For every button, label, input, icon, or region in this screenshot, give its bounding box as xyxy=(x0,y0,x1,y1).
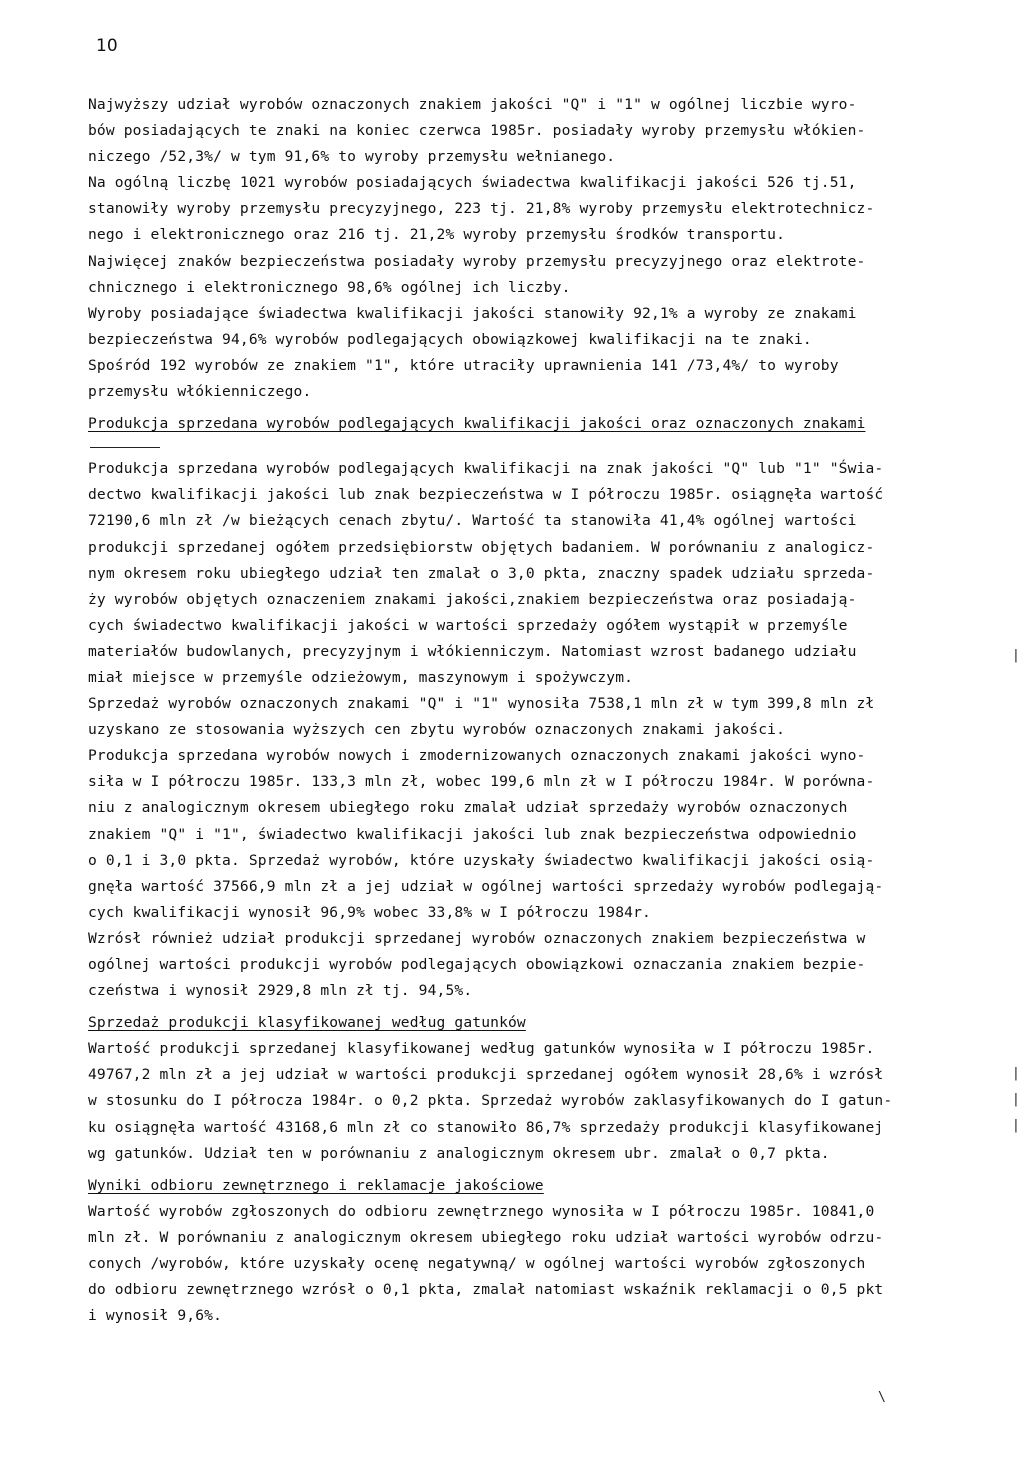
paragraph xyxy=(88,353,1000,405)
margin-mark: | xyxy=(1012,1092,1020,1107)
text-line: miał miejsce w przemyśle odzieżowym, maszynowym i spożywczym. xyxy=(88,668,634,686)
paragraph xyxy=(88,249,1000,301)
text-line: nego i elektronicznego oraz 216 tj. 21,2% wyroby przemysłu środków transportu. xyxy=(88,226,786,244)
paragraph xyxy=(88,170,1000,248)
text-line: bezpieczeństwa 94,6% wyrobów podlegających obowiązkowej kwalifikacji na te znaki. xyxy=(88,330,812,348)
text-line: w stosunku do I półrocza 1984r. o 0,2 pkta. Sprzedaż wyrobów zaklasyfikowanych do I gatun- xyxy=(88,1092,893,1110)
text-line: Produkcja sprzedana wyrobów podlegających kwalifikacji na znak jakości "Q" lub "1" "Świa- xyxy=(88,460,884,478)
page-number: 10 xyxy=(96,36,118,56)
text-line: Wartość produkcji sprzedanej klasyfikowanej według gatunków wynosiła w I półroczu 1985r. xyxy=(88,1040,875,1058)
text-line: nym okresem roku ubiegłego udział ten zmalał o 3,0 pkta, znaczny spadek udziału sprzeda- xyxy=(88,564,875,582)
text-line: siła w I półroczu 1985r. 133,3 mln zł, wobec 199,6 mln zł w I półroczu 1984r. W porówna- xyxy=(88,773,875,791)
text-line: ży wyrobów objętych oznaczeniem znakami jakości,znakiem bezpieczeństwa oraz posiadają- xyxy=(88,590,857,608)
text-line: uzyskano ze stosowania wyższych cen zbytu wyrobów oznaczonych znakami jakości. xyxy=(88,721,786,739)
section-heading: Wyniki odbioru zewnętrznego i reklamacje jakościowe xyxy=(88,1176,544,1194)
text-line: cych świadectwo kwalifikacji jakości w wartości sprzedaży ogółem wystąpił w przemyśle xyxy=(88,616,848,634)
section-heading: Produkcja sprzedana wyrobów podlegających kwalifikacji jakości oraz oznaczonych znakami xyxy=(88,415,866,433)
text-line: materiałów budowlanych, precyzyjnym i włókienniczym. Natomiast wzrost badanego udziału xyxy=(88,642,857,660)
paragraph xyxy=(88,301,1000,353)
text-line: 49767,2 mln zł a jej udział w wartości produkcji sprzedanej ogółem wynosił 28,6% i wzrósł xyxy=(88,1066,884,1084)
text-line: Najwięcej znaków bezpieczeństwa posiadały wyroby przemysłu precyzyjnego oraz elektrote- xyxy=(88,252,866,270)
margin-mark: | xyxy=(1012,1066,1020,1081)
document-body xyxy=(88,92,1000,1329)
text-line: ogólnej wartości produkcji wyrobów podlegających obowiązkowi oznaczania znakiem bezpie- xyxy=(88,956,866,973)
margin-mark: | xyxy=(1012,648,1020,663)
text-line: Na ogólną liczbę 1021 wyrobów posiadających świadectwa kwalifikacji jakości 526 tj.51, xyxy=(88,174,857,192)
text-line: Produkcja sprzedana wyrobów nowych i zmodernizowanych oznaczonych znakami jakości wyno- xyxy=(88,747,866,765)
text-line: Wyroby posiadające świadectwa kwalifikacji jakości stanowiły 92,1% a wyroby ze znakami xyxy=(88,304,857,322)
paragraph xyxy=(88,1036,1000,1166)
text-line: ku osiągnęła wartość 43168,6 mln zł co stanowiło 86,7% sprzedaży produkcji klasyfikowanej xyxy=(88,1118,884,1136)
text-line: czeństwa i wynosił 2929,8 mln zł tj. 94,5%. xyxy=(88,982,473,1000)
text-line: stanowiły wyroby przemysłu precyzyjnego, 223 tj. 21,8% wyroby przemysłu elektrotechnicz- xyxy=(88,200,875,218)
paragraph xyxy=(88,926,1000,1004)
text-line: znakiem "Q" i "1", świadectwo kwalifikacji jakości lub znak bezpieczeństwa odpowiednio xyxy=(88,825,857,843)
paragraph xyxy=(88,691,1000,743)
text-line: 72190,6 mln zł /w bieżących cenach zbytu/. Wartość ta stanowiła 41,4% ogólnej wartości xyxy=(88,512,857,530)
text-line: Najwyższy udział wyrobów oznaczonych znakiem jakości "Q" i "1" w ogólnej liczbie wyro- xyxy=(88,96,857,113)
text-line: dectwo kwalifikacji jakości lub znak bezpieczeństwa w I półroczu 1985r. osiągnęła wartość xyxy=(88,486,884,504)
divider xyxy=(90,447,160,448)
paragraph xyxy=(88,92,1000,170)
text-line: niczego /52,3%/ w tym 91,6% to wyroby przemysłu wełnianego. xyxy=(88,148,616,166)
text-line: Sprzedaż wyrobów oznaczonych znakami "Q" i "1" wynosiła 7538,1 mln zł w tym 399,8 mln zł xyxy=(88,695,875,713)
margin-mark: \ xyxy=(878,1390,886,1405)
text-line: niu z analogicznym okresem ubiegłego roku zmalał udział sprzedaży wyrobów oznaczonych xyxy=(88,799,848,817)
text-line: Wzrósł również udział produkcji sprzedanej wyrobów oznaczonych znakiem bezpieczeństwa w xyxy=(88,929,866,947)
paragraph xyxy=(88,456,1000,691)
text-line: chnicznego i elektronicznego 98,6% ogólnej ich liczby. xyxy=(88,278,571,296)
text-line: do odbioru zewnętrznego wzrósł o 0,1 pkta, zmalał natomiast wskaźnik reklamacji o 0,5 pkt xyxy=(88,1281,884,1299)
text-line: bów posiadających te znaki na koniec czerwca 1985r. posiadały wyroby przemysłu włókien- xyxy=(88,122,866,140)
text-line: o 0,1 i 3,0 pkta. Sprzedaż wyrobów, które uzyskały świadectwo kwalifikacji jakości osią- xyxy=(88,851,875,869)
section-heading: Sprzedaż produkcji klasyfikowanej według gatunków xyxy=(88,1014,526,1032)
text-line: i wynosił 9,6%. xyxy=(88,1307,223,1325)
margin-mark: | xyxy=(1012,1118,1020,1133)
text-line: wg gatunków. Udział ten w porównaniu z analogicznym okresem ubr. zmalał o 0,7 pkta. xyxy=(88,1144,830,1162)
text-line: Wartość wyrobów zgłoszonych do odbioru zewnętrznego wynosiła w I półroczu 1985r. 10841,0 xyxy=(88,1202,875,1220)
paragraph xyxy=(88,1199,1000,1329)
text-line: przemysłu włókienniczego. xyxy=(88,383,312,401)
text-line: mln zł. W porównaniu z analogicznym okresem ubiegłego roku udział wartości wyrobów odrzu- xyxy=(88,1228,884,1246)
text-line: gnęła wartość 37566,9 mln zł a jej udział w ogólnej wartości sprzedaży wyrobów podlegają- xyxy=(88,877,884,895)
text-line: Spośród 192 wyrobów ze znakiem "1", które utraciły uprawnienia 141 /73,4%/ to wyroby xyxy=(88,356,839,374)
text-line: conych /wyrobów, które uzyskały ocenę negatywną/ w ogólnej wartości wyrobów zgłoszonych xyxy=(88,1255,866,1273)
text-line: produkcji sprzedanej ogółem przedsiębiorstw objętych badaniem. W porównaniu z analogicz- xyxy=(88,538,875,556)
paragraph xyxy=(88,743,1000,926)
text-line: cych kwalifikacji wynosił 96,9% wobec 33,8% w I półroczu 1984r. xyxy=(88,903,651,921)
